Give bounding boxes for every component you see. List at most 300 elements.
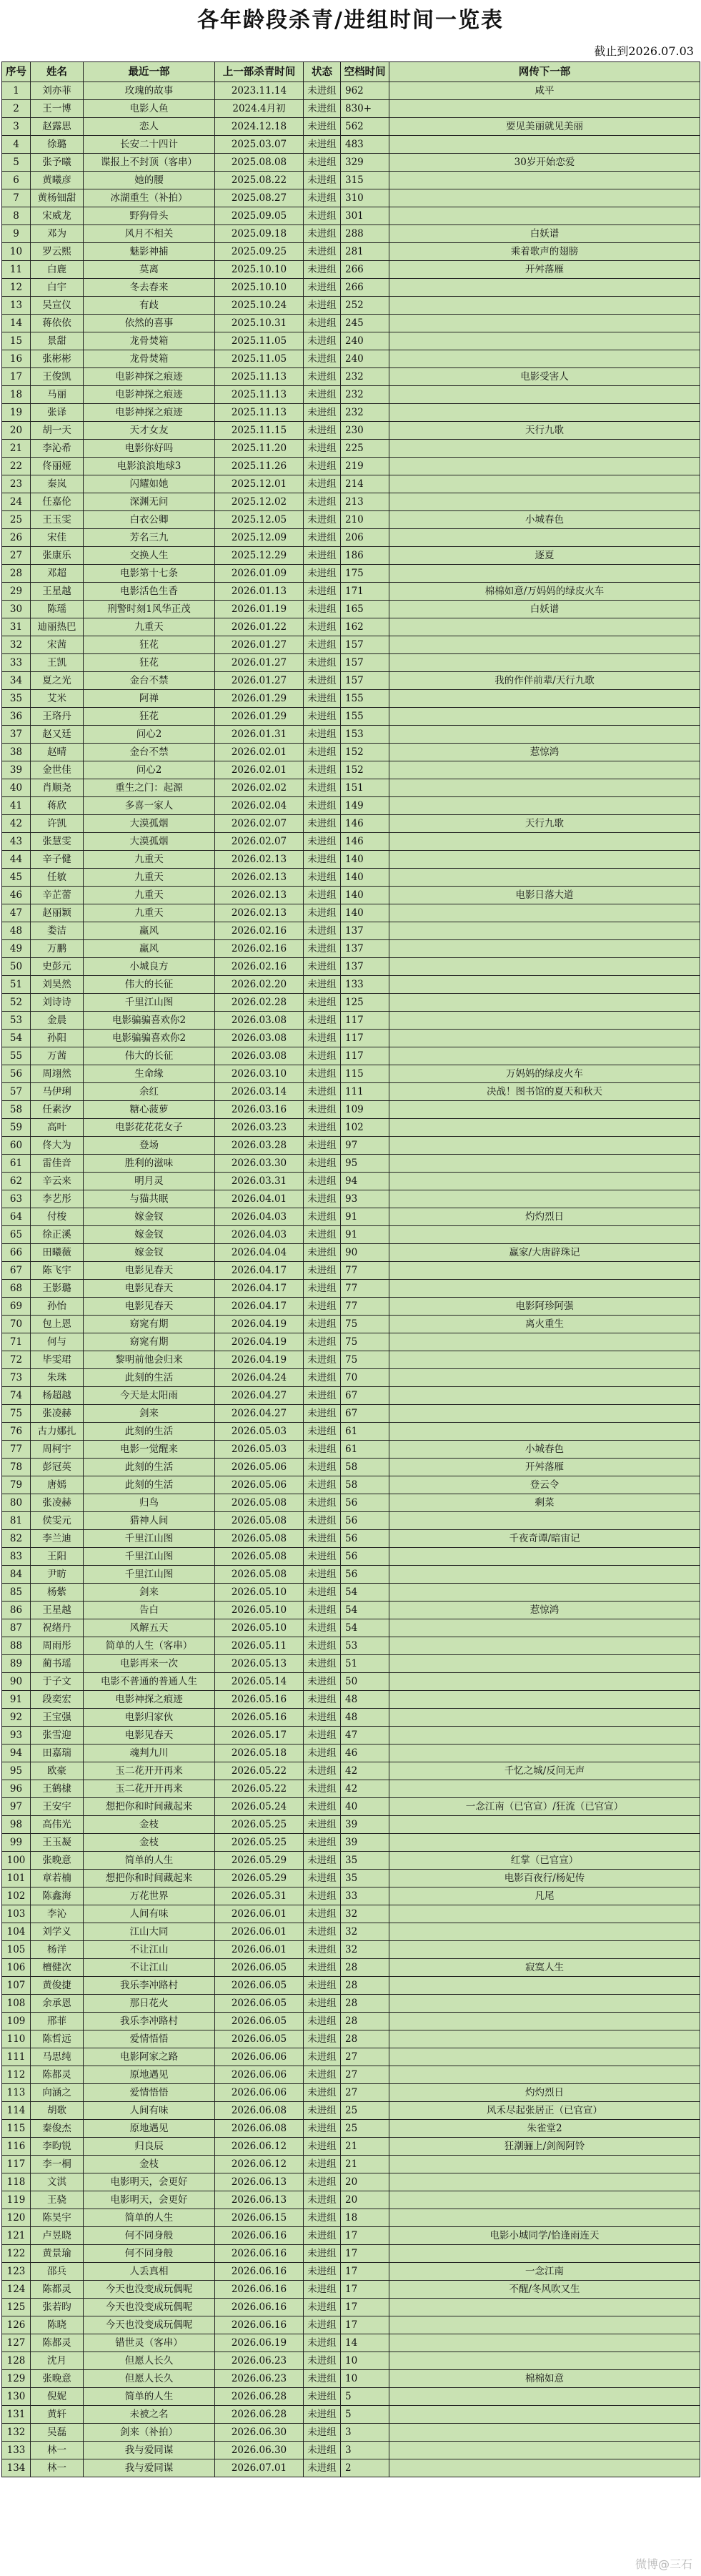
idle-days: 40 <box>341 1798 389 1816</box>
latest-work: 阿禅 <box>84 690 215 708</box>
wrap-date: 2025.11.26 <box>215 458 304 475</box>
wrap-date: 2026.03.31 <box>215 1173 304 1190</box>
rumored-next <box>389 1834 700 1852</box>
idle-days: 225 <box>341 440 389 458</box>
table-row <box>2 1548 700 1566</box>
rumored-next <box>389 1101 700 1119</box>
rumored-next <box>389 708 700 726</box>
wrap-date: 2026.05.10 <box>215 1602 304 1619</box>
actor-name: 王玉雯 <box>31 511 84 529</box>
table-row <box>2 1101 700 1119</box>
idle-days: 310 <box>341 189 389 207</box>
status: 未进组 <box>304 2263 341 2281</box>
actor-name: 杨超越 <box>31 1387 84 1405</box>
rumored-next <box>389 2388 700 2406</box>
idle-days: 266 <box>341 261 389 279</box>
table-row <box>2 386 700 404</box>
row-index: 95 <box>2 1762 31 1780</box>
latest-work: 魂判九川 <box>84 1745 215 1762</box>
latest-work: 江山大同 <box>84 1923 215 1941</box>
status: 未进组 <box>304 1083 341 1101</box>
row-index: 45 <box>2 869 31 887</box>
table-row <box>2 2370 700 2388</box>
row-index: 21 <box>2 440 31 458</box>
status: 未进组 <box>304 869 341 887</box>
row-index: 126 <box>2 2316 31 2334</box>
status: 未进组 <box>304 583 341 601</box>
actor-name: 李沁 <box>31 1905 84 1923</box>
rumored-next <box>389 1941 700 1959</box>
latest-work: 恋人 <box>84 118 215 136</box>
row-index: 113 <box>2 2084 31 2102</box>
idle-days: 77 <box>341 1298 389 1316</box>
row-index: 85 <box>2 1584 31 1602</box>
actor-name: 张康乐 <box>31 547 84 565</box>
idle-days: 288 <box>341 225 389 243</box>
latest-work: 登场 <box>84 1137 215 1155</box>
idle-days: 10 <box>341 2352 389 2370</box>
status: 未进组 <box>304 1870 341 1887</box>
status: 未进组 <box>304 404 341 422</box>
actor-name: 宋威龙 <box>31 207 84 225</box>
row-index: 115 <box>2 2120 31 2138</box>
wrap-date: 2026.06.08 <box>215 2102 304 2120</box>
rumored-next: 要见美丽就见美丽 <box>389 118 700 136</box>
wrap-date: 2026.05.14 <box>215 1673 304 1691</box>
row-index: 30 <box>2 601 31 618</box>
actor-name: 周翊然 <box>31 1065 84 1083</box>
watermark: 微博@三石 <box>635 2557 692 2571</box>
table-row <box>2 1870 700 1887</box>
latest-work: 电影骗骗喜欢你2 <box>84 1012 215 1030</box>
rumored-next <box>389 779 700 797</box>
status: 未进组 <box>304 2030 341 2048</box>
latest-work: 狂花 <box>84 654 215 672</box>
actor-name: 史彭元 <box>31 958 84 976</box>
latest-work: 九重天 <box>84 851 215 869</box>
actor-name: 何与 <box>31 1333 84 1351</box>
row-index: 90 <box>2 1673 31 1691</box>
table-row <box>2 1887 700 1905</box>
table-row <box>2 2442 700 2459</box>
actor-name: 卢昱晓 <box>31 2227 84 2245</box>
table-row <box>2 2120 700 2138</box>
wrap-date: 2026.04.24 <box>215 1369 304 1387</box>
status: 未进组 <box>304 475 341 493</box>
status: 未进组 <box>304 708 341 726</box>
rumored-next <box>389 761 700 779</box>
rumored-next <box>389 189 700 207</box>
idle-days: 28 <box>341 1977 389 1995</box>
wrap-date: 2026.02.01 <box>215 761 304 779</box>
idle-days: 20 <box>341 2173 389 2191</box>
wrap-date: 2026.01.29 <box>215 690 304 708</box>
table-row <box>2 404 700 422</box>
latest-work: 电影神探之痕迹 <box>84 386 215 404</box>
actor-name: 段奕宏 <box>31 1691 84 1709</box>
wrap-date: 2025.11.15 <box>215 422 304 440</box>
latest-work: 归良辰 <box>84 2138 215 2156</box>
status: 未进组 <box>304 1727 341 1745</box>
status: 未进组 <box>304 1977 341 1995</box>
wrap-date: 2026.03.30 <box>215 1155 304 1173</box>
rumored-next <box>389 2245 700 2263</box>
idle-days: 137 <box>341 958 389 976</box>
latest-work: 冰湖重生（补拍） <box>84 189 215 207</box>
table-row <box>2 2459 700 2477</box>
latest-work: 金枝 <box>84 2156 215 2173</box>
row-index: 124 <box>2 2281 31 2299</box>
status: 未进组 <box>304 1959 341 1977</box>
status: 未进组 <box>304 1762 341 1780</box>
rumored-next <box>389 618 700 636</box>
idle-days: 155 <box>341 690 389 708</box>
wrap-date: 2026.02.13 <box>215 904 304 922</box>
table-row <box>2 118 700 136</box>
idle-days: 109 <box>341 1101 389 1119</box>
idle-days: 117 <box>341 1047 389 1065</box>
status: 未进组 <box>304 690 341 708</box>
latest-work: 金台不禁 <box>84 672 215 690</box>
table-body <box>2 82 700 2477</box>
status: 未进组 <box>304 1887 341 1905</box>
wrap-date: 2026.05.25 <box>215 1816 304 1834</box>
latest-work: 原地遇见 <box>84 2066 215 2084</box>
idle-days: 115 <box>341 1065 389 1083</box>
status: 未进组 <box>304 1101 341 1119</box>
wrap-date: 2026.01.22 <box>215 618 304 636</box>
table-row <box>2 887 700 904</box>
latest-work: 电影见春天 <box>84 1727 215 1745</box>
table-row <box>2 1208 700 1226</box>
idle-days: 232 <box>341 404 389 422</box>
wrap-date: 2026.05.22 <box>215 1780 304 1798</box>
idle-days: 17 <box>341 2227 389 2245</box>
rumored-next <box>389 2352 700 2370</box>
latest-work: 金枝 <box>84 1834 215 1852</box>
status: 未进组 <box>304 904 341 922</box>
latest-work: 但愿人长久 <box>84 2352 215 2370</box>
status: 未进组 <box>304 1173 341 1190</box>
idle-days: 315 <box>341 172 389 189</box>
status: 未进组 <box>304 2173 341 2191</box>
idle-days: 157 <box>341 672 389 690</box>
status: 未进组 <box>304 1780 341 1798</box>
wrap-date: 2025.09.05 <box>215 207 304 225</box>
schedule-sheet <box>1 0 700 2576</box>
table-row <box>2 261 700 279</box>
wrap-date: 2024.4月初 <box>215 100 304 118</box>
idle-days: 51 <box>341 1655 389 1673</box>
status: 未进组 <box>304 1852 341 1870</box>
table-row <box>2 1780 700 1798</box>
actor-name: 马伊琍 <box>31 1083 84 1101</box>
rumored-next: 朱雀堂2 <box>389 2120 700 2138</box>
idle-days: 28 <box>341 1959 389 1977</box>
row-index: 24 <box>2 493 31 511</box>
status: 未进组 <box>304 279 341 297</box>
rumored-next <box>389 1923 700 1941</box>
rumored-next: 电影受害人 <box>389 368 700 386</box>
rumored-next <box>389 207 700 225</box>
idle-days: 75 <box>341 1333 389 1351</box>
status: 未进组 <box>304 618 341 636</box>
latest-work: 今天也没变成玩偶呢 <box>84 2316 215 2334</box>
status: 未进组 <box>304 154 341 172</box>
table-row <box>2 958 700 976</box>
table-row <box>2 1977 700 1995</box>
row-index: 14 <box>2 315 31 332</box>
idle-days: 28 <box>341 2030 389 2048</box>
table-row <box>2 583 700 601</box>
row-index: 54 <box>2 1030 31 1047</box>
row-index: 2 <box>2 100 31 118</box>
latest-work: 交换人生 <box>84 547 215 565</box>
table-row <box>2 1602 700 1619</box>
wrap-date: 2026.04.27 <box>215 1387 304 1405</box>
actor-name: 马丽 <box>31 386 84 404</box>
latest-work: 我与爱同谋 <box>84 2442 215 2459</box>
latest-work: 莫离 <box>84 261 215 279</box>
latest-work: 伟大的长征 <box>84 1047 215 1065</box>
idle-days: 75 <box>341 1351 389 1369</box>
rumored-next: 寂寞人生 <box>389 1959 700 1977</box>
status: 未进组 <box>304 136 341 154</box>
latest-work: 嫁金钗 <box>84 1226 215 1244</box>
status: 未进组 <box>304 601 341 618</box>
latest-work: 千里江山图 <box>84 1566 215 1584</box>
rumored-next <box>389 315 700 332</box>
table-row <box>2 708 700 726</box>
status: 未进组 <box>304 779 341 797</box>
actor-name: 王鹤棣 <box>31 1780 84 1798</box>
latest-work: 伟大的长征 <box>84 976 215 994</box>
row-index: 91 <box>2 1691 31 1709</box>
row-index: 104 <box>2 1923 31 1941</box>
idle-days: 56 <box>341 1512 389 1530</box>
latest-work: 想把你和时间藏起来 <box>84 1870 215 1887</box>
table-row <box>2 815 700 833</box>
actor-name: 邢菲 <box>31 2013 84 2030</box>
row-index: 72 <box>2 1351 31 1369</box>
actor-name: 辛子健 <box>31 851 84 869</box>
status: 未进组 <box>304 1619 341 1637</box>
latest-work: 电影浪浪地球3 <box>84 458 215 475</box>
table-row <box>2 243 700 261</box>
actor-name: 万茜 <box>31 1047 84 1065</box>
rumored-next: 狂潮骊上/剑阁阿铃 <box>389 2138 700 2156</box>
latest-work: 依然的喜事 <box>84 315 215 332</box>
table-row <box>2 2066 700 2084</box>
latest-work: 白衣公卿 <box>84 511 215 529</box>
table-row <box>2 2424 700 2442</box>
latest-work: 黎明前他会归来 <box>84 1351 215 1369</box>
actor-name: 向涵之 <box>31 2084 84 2102</box>
latest-work: 电影骗骗喜欢你2 <box>84 1030 215 1047</box>
wrap-date: 2025.11.13 <box>215 368 304 386</box>
status: 未进组 <box>304 2227 341 2245</box>
rumored-next <box>389 458 700 475</box>
row-index: 96 <box>2 1780 31 1798</box>
wrap-date: 2026.06.06 <box>215 2084 304 2102</box>
latest-work: 此刻的生活 <box>84 1369 215 1387</box>
latest-work: 但愿人长久 <box>84 2370 215 2388</box>
rumored-next: 剩菜 <box>389 1494 700 1512</box>
actor-name: 迪丽热巴 <box>31 618 84 636</box>
rumored-next <box>389 404 700 422</box>
actor-name: 娄洁 <box>31 922 84 940</box>
status: 未进组 <box>304 1012 341 1030</box>
row-index: 12 <box>2 279 31 297</box>
idle-days: 56 <box>341 1548 389 1566</box>
table-row <box>2 1441 700 1459</box>
latest-work: 九重天 <box>84 618 215 636</box>
latest-work: 电影花花花女子 <box>84 1119 215 1137</box>
row-index: 118 <box>2 2173 31 2191</box>
actor-name: 彭冠英 <box>31 1459 84 1476</box>
status: 未进组 <box>304 1691 341 1709</box>
idle-days: 146 <box>341 815 389 833</box>
wrap-date: 2026.01.27 <box>215 654 304 672</box>
status: 未进组 <box>304 1226 341 1244</box>
actor-name: 吴宣仪 <box>31 297 84 315</box>
latest-work: 电影见春天 <box>84 1262 215 1280</box>
rumored-next <box>389 1047 700 1065</box>
wrap-date: 2026.07.01 <box>215 2459 304 2477</box>
status: 未进组 <box>304 851 341 869</box>
actor-name: 刘诗诗 <box>31 994 84 1012</box>
actor-name: 欧豪 <box>31 1762 84 1780</box>
table-row <box>2 2030 700 2048</box>
wrap-date: 2026.06.28 <box>215 2406 304 2424</box>
table-row <box>2 1280 700 1298</box>
table-row <box>2 1137 700 1155</box>
table-row <box>2 1995 700 2013</box>
wrap-date: 2026.05.16 <box>215 1691 304 1709</box>
latest-work: 电影明天，会更好 <box>84 2173 215 2191</box>
row-index: 123 <box>2 2263 31 2281</box>
idle-days: 137 <box>341 940 389 958</box>
wrap-date: 2026.02.28 <box>215 994 304 1012</box>
row-index: 31 <box>2 618 31 636</box>
actor-name: 张晚意 <box>31 2370 84 2388</box>
actor-name: 孙怡 <box>31 1298 84 1316</box>
wrap-date: 2025.08.08 <box>215 154 304 172</box>
rumored-next: 电影日落大道 <box>389 887 700 904</box>
row-index: 103 <box>2 1905 31 1923</box>
wrap-date: 2026.03.08 <box>215 1047 304 1065</box>
status: 未进组 <box>304 297 341 315</box>
actor-name: 田曦薇 <box>31 1244 84 1262</box>
table-row <box>2 350 700 368</box>
rumored-next <box>389 1173 700 1190</box>
rumored-next <box>389 1423 700 1441</box>
latest-work: 不让江山 <box>84 1959 215 1977</box>
header-status: 状态 <box>304 62 341 82</box>
idle-days: 35 <box>341 1852 389 1870</box>
idle-days: 56 <box>341 1566 389 1584</box>
wrap-date: 2026.04.27 <box>215 1405 304 1423</box>
rumored-next: 乘着歌声的翅膀 <box>389 243 700 261</box>
idle-days: 47 <box>341 1727 389 1745</box>
actor-name: 任素汐 <box>31 1101 84 1119</box>
status: 未进组 <box>304 1030 341 1047</box>
status: 未进组 <box>304 672 341 690</box>
rumored-next: 开舛落雁 <box>389 1459 700 1476</box>
actor-name: 高伟光 <box>31 1816 84 1834</box>
idle-days: 56 <box>341 1494 389 1512</box>
idle-days: 54 <box>341 1619 389 1637</box>
actor-name: 宋茜 <box>31 636 84 654</box>
wrap-date: 2024.12.18 <box>215 118 304 136</box>
actor-name: 王俊凯 <box>31 368 84 386</box>
latest-work: 电影人鱼 <box>84 100 215 118</box>
latest-work: 小城良方 <box>84 958 215 976</box>
row-index: 19 <box>2 404 31 422</box>
row-index: 50 <box>2 958 31 976</box>
wrap-date: 2026.01.27 <box>215 636 304 654</box>
rumored-next <box>389 565 700 583</box>
latest-work: 窈窕有期 <box>84 1333 215 1351</box>
row-index: 36 <box>2 708 31 726</box>
latest-work: 电影神探之痕迹 <box>84 1691 215 1709</box>
row-index: 106 <box>2 1959 31 1977</box>
row-index: 37 <box>2 726 31 744</box>
row-index: 87 <box>2 1619 31 1637</box>
idle-days: 32 <box>341 1941 389 1959</box>
status: 未进组 <box>304 1047 341 1065</box>
table-row <box>2 136 700 154</box>
rumored-next <box>389 2066 700 2084</box>
actor-name: 王一博 <box>31 100 84 118</box>
latest-work: 狂花 <box>84 708 215 726</box>
table-row <box>2 1083 700 1101</box>
rumored-next <box>389 2442 700 2459</box>
rumored-next <box>389 2173 700 2191</box>
wrap-date: 2026.03.16 <box>215 1101 304 1119</box>
wrap-date: 2026.05.17 <box>215 1727 304 1745</box>
actor-name: 陈都灵 <box>31 2334 84 2352</box>
row-index: 69 <box>2 1298 31 1316</box>
wrap-date: 2025.09.25 <box>215 243 304 261</box>
actor-name: 邓为 <box>31 225 84 243</box>
table-row <box>2 1173 700 1190</box>
table-row <box>2 2227 700 2245</box>
status: 未进组 <box>304 976 341 994</box>
table-row <box>2 940 700 958</box>
row-index: 32 <box>2 636 31 654</box>
rumored-next <box>389 2209 700 2227</box>
status: 未进组 <box>304 1387 341 1405</box>
latest-work: 大漠孤烟 <box>84 815 215 833</box>
table-row <box>2 2406 700 2424</box>
status: 未进组 <box>304 636 341 654</box>
latest-work: 谍报上不封顶（客串） <box>84 154 215 172</box>
idle-days: 140 <box>341 887 389 904</box>
status: 未进组 <box>304 1673 341 1691</box>
status: 未进组 <box>304 1584 341 1602</box>
rumored-next <box>389 1637 700 1655</box>
actor-name: 包上恩 <box>31 1316 84 1333</box>
latest-work: 猎神人间 <box>84 1512 215 1530</box>
actor-name: 陈都灵 <box>31 2281 84 2299</box>
table-row <box>2 1494 700 1512</box>
actor-name: 张慧雯 <box>31 833 84 851</box>
rumored-next <box>389 1333 700 1351</box>
actor-name: 檀健次 <box>31 1959 84 1977</box>
wrap-date: 2026.06.30 <box>215 2424 304 2442</box>
wrap-date: 2026.02.13 <box>215 851 304 869</box>
